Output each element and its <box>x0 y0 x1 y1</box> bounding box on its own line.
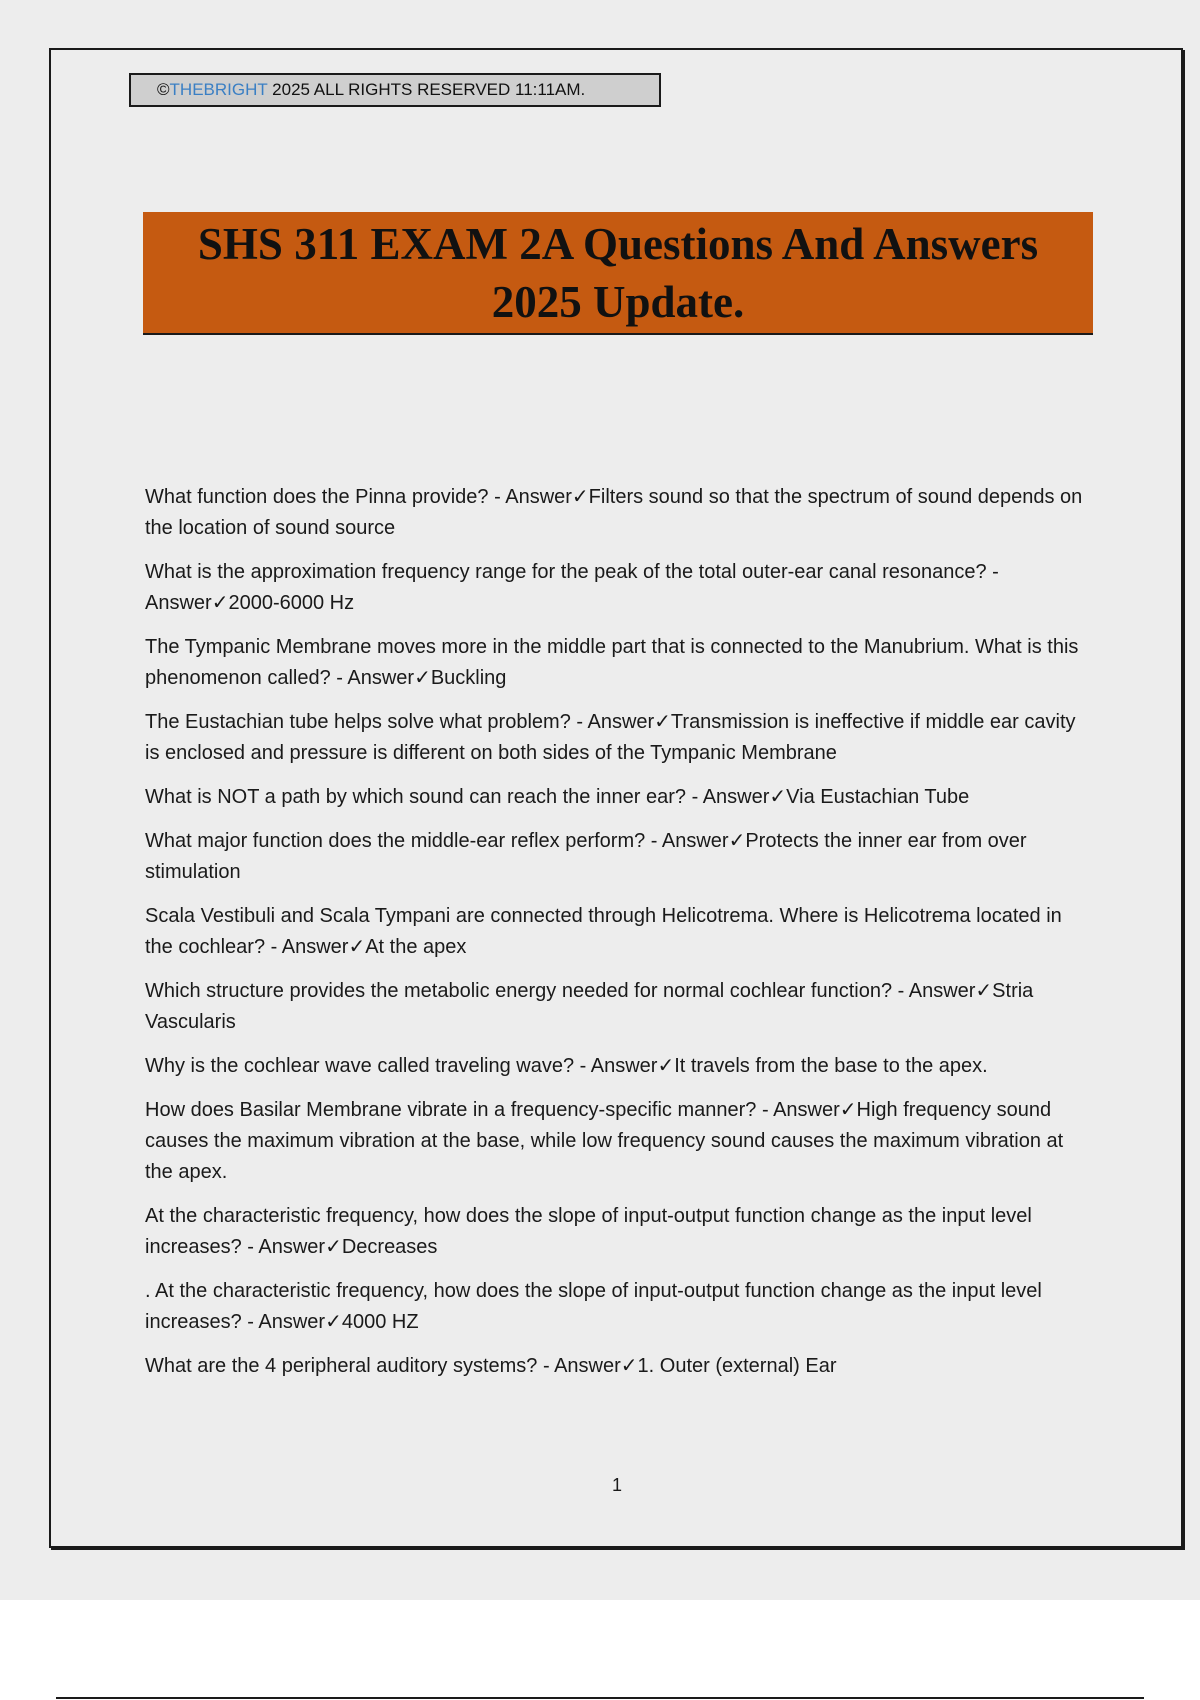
qa-item: Which structure provides the metabolic energy needed for normal cochlear function? - Answer✓Stria Vascularis <box>145 980 1034 1033</box>
qa-item: At the characteristic frequency, how does the slope of input-output function change as the input level increases? - Answer✓Decreases <box>145 1205 1032 1258</box>
copyright-symbol: © <box>157 80 170 99</box>
qa-item: What is NOT a path by which sound can reach the inner ear? - Answer✓Via Eustachian Tube <box>145 786 970 808</box>
copyright-notice <box>129 73 661 107</box>
qa-item: What function does the Pinna provide? - Answer✓Filters sound so that the spectrum of sound depends on the location of sound source <box>145 486 1083 539</box>
qa-list <box>145 482 1095 1395</box>
document-title <box>148 215 1088 331</box>
title-line-1: SHS 311 EXAM 2A Questions And Answers <box>197 218 1039 269</box>
qa-item: The Eustachian tube helps solve what problem? - Answer✓Transmission is ineffective if middle ear cavity is enclosed and pressure is different on both sides of the Tympanic Membrane <box>145 711 1076 764</box>
qa-item: Scala Vestibuli and Scala Tympani are connected through Helicotrema. Where is Helicotrema located in the cochlear? - Answer✓At the apex <box>145 905 1062 958</box>
title-banner <box>143 212 1093 335</box>
qa-item: Why is the cochlear wave called traveling wave? - Answer✓It travels from the base to the apex. <box>145 1055 988 1077</box>
qa-item: . At the characteristic frequency, how does the slope of input-output function change as the input level increases? - Answer✓4000 HZ <box>145 1280 1042 1333</box>
copyright-text: 2025 ALL RIGHTS RESERVED 11:11AM. <box>267 80 586 99</box>
qa-item: The Tympanic Membrane moves more in the middle part that is connected to the Manubrium. What is this phenomenon called? - Answer✓Buckling <box>145 636 1079 689</box>
bottom-divider <box>56 1697 1144 1699</box>
qa-item: What major function does the middle-ear reflex perform? - Answer✓Protects the inner ear from over stimulation <box>145 830 1027 883</box>
title-line-2: 2025 Update. <box>491 276 745 327</box>
page-number: 1 <box>611 1475 622 1495</box>
qa-item: How does Basilar Membrane vibrate in a frequency-specific manner? - Answer✓High frequency sound causes the maximum vibration at the base, while low frequency sound causes the maximum vibration at the apex. <box>145 1099 1064 1183</box>
qa-item: What is the approximation frequency range for the peak of the total outer-ear canal resonance? - Answer✓2000-6000 Hz <box>145 561 999 614</box>
brand-link[interactable]: THEBRIGHT <box>169 80 268 99</box>
qa-item: What are the 4 peripheral auditory systems? - Answer✓1. Outer (external) Ear <box>145 1355 837 1377</box>
